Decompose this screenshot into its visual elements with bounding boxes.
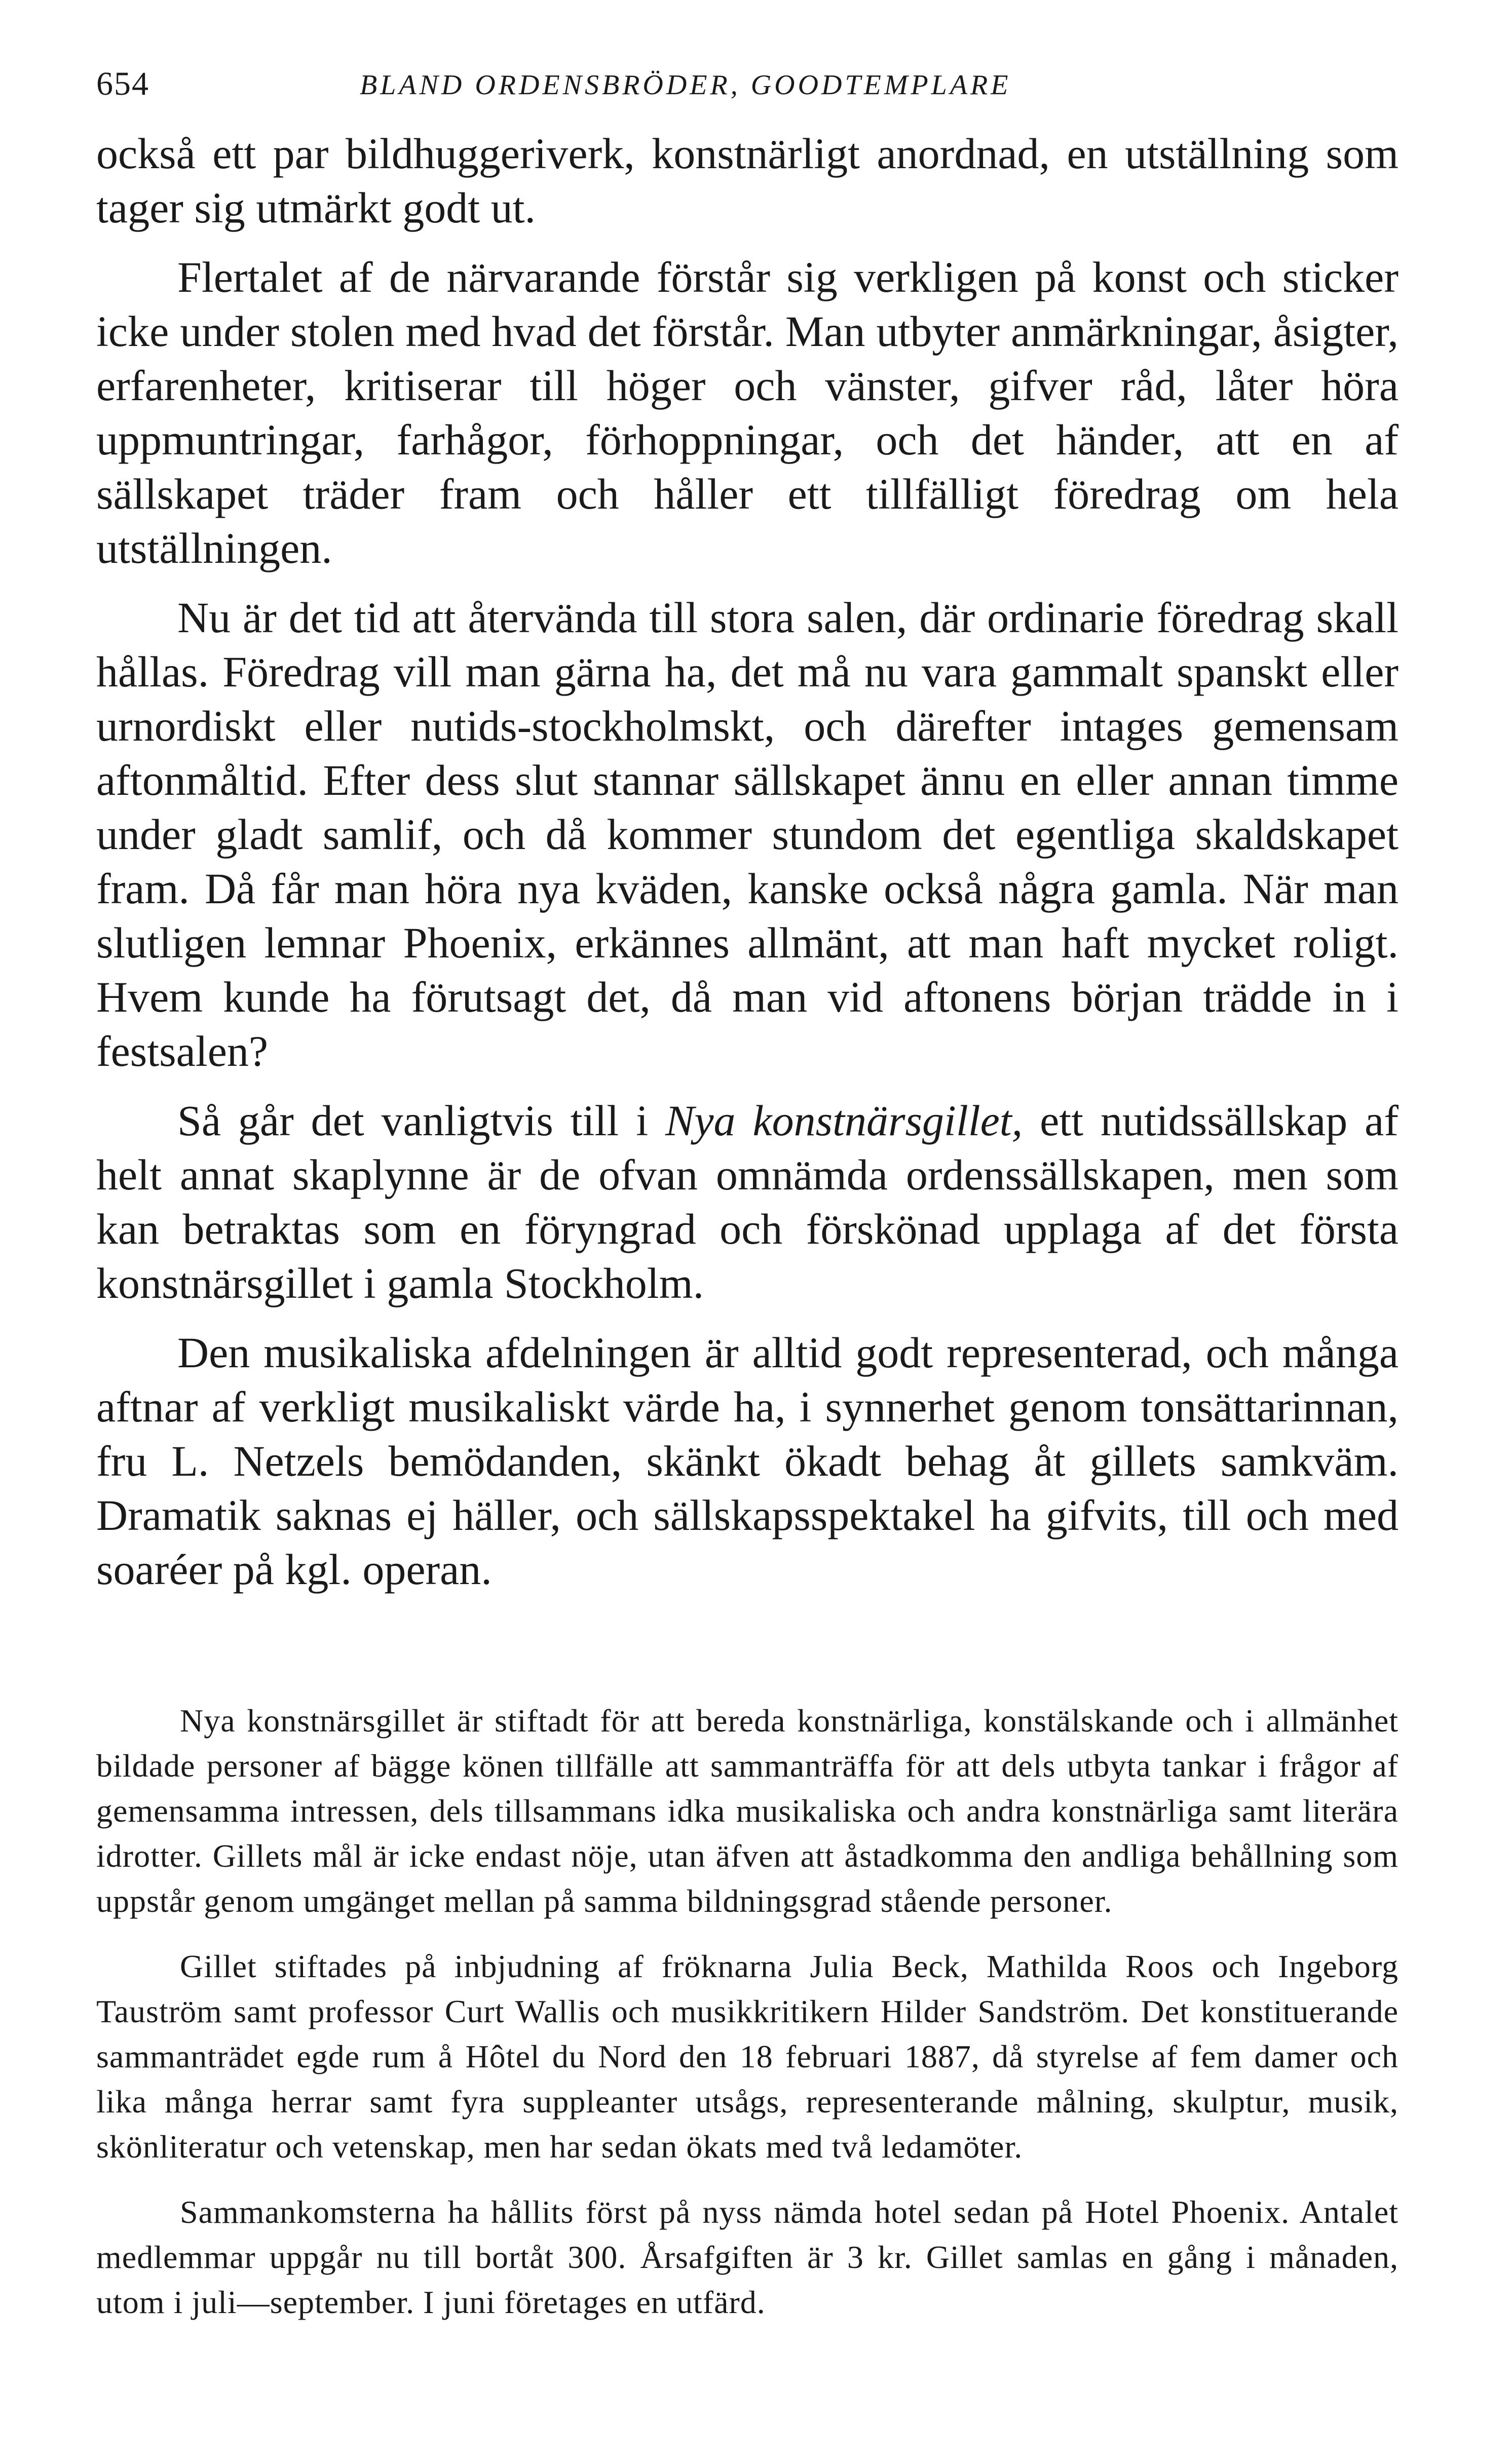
book-page <box>96 56 1398 2427</box>
running-head: BLAND ORDENSBRÖDER, GOODTEMPLARE <box>360 69 1011 101</box>
paragraph-text: Så går det vanligtvis till i <box>177 1096 666 1145</box>
paragraph-text: ett nutidssällskap af helt annat skaplynne är de ofvan omnämda ordenssällskapen, men som kan betraktas som en föryngrad och förskönad upplaga af det första konstnärsgillet i gamla Stockholm. <box>96 1096 1398 1307</box>
paragraph: Nu är det tid att återvända till stora salen, där ordinarie föredrag skall hållas. Föredrag vill man gärna ha, det må nu vara gammalt spanskt eller urnordiskt eller nutids-stockholmskt, och därefter intages gemensam aftonmåltid. Efter dess slut stannar sällskapet ännu en eller annan timme under gladt samlif, och då kommer stundom det egentliga skaldskapet fram. Då får man höra nya kväden, kanske också några gamla. När man slutligen lemnar Phoenix, erkännes allmänt, att man haft mycket roligt. Hvem kunde ha förutsagt det, då man vid aftonens början trädde in i festsalen? <box>96 593 1398 1075</box>
note-paragraph: Sammankomsterna ha hållits först på nyss nämda hotel sedan på Hotel Phoenix. Antalet medlemmar uppgår nu till bortåt 300. Årsafgiften är 3 kr. Gillet samlas en gång i månaden, utom i juli—september. I juni företages en utfärd. <box>96 2194 1398 2320</box>
notes-section <box>96 1698 1398 2325</box>
paragraph <box>96 1094 1398 1311</box>
main-text <box>96 127 1398 1597</box>
note-paragraph: Gillet stiftades på inbjudning af fröknarna Julia Beck, Mathilda Roos och Ingeborg Tauström samt professor Curt Wallis och musikkritikern Hilder Sandström. Det konstituerande sammanträdet egde rum å Hôtel du Nord den 18 februari 1887, då styrelse af fem damer och lika många herrar samt fyra suppleanter utsågs, representerande målning, skulptur, musik, skönliteratur och vetenskap, men har sedan ökats med två ledamöter. <box>96 1948 1398 2165</box>
note-paragraph: Nya konstnärsgillet är stiftadt för att bereda konstnärliga, konstälskande och i allmänhet bildade personer af bägge könen tillfälle att sammanträffa för att dels utbyta tankar i frågor af gemensamma intressen, dels tillsammans idka musikaliska och andra konstnärliga samt literära idrotter. Gillets mål är icke endast nöje, utan äfven att åstadkomma den andliga behållning som uppstår genom umgänget mellan på samma bildningsgrad stående personer. <box>96 1703 1398 1919</box>
paragraph: Flertalet af de närvarande förstår sig verkligen på konst och sticker icke under stolen med hvad det förstår. Man utbyter anmärkningar, åsigter, erfarenheter, kritiserar till höger och vänster, gifver råd, låter höra uppmuntringar, farhågor, förhoppningar, och det händer, att en af sällskapet träder fram och håller ett tillfälligt föredrag om hela utställningen. <box>96 253 1398 572</box>
paragraph: Den musikaliska afdelningen är alltid godt representerad, och många aftnar af verkligt musikaliskt värde ha, i synnerhet genom tonsättarinnan, fru L. Netzels bemödanden, skänkt ökadt behag åt gillets samkväm. Dramatik saknas ej häller, och sällskapsspektakel ha gifvits, till och med soaréer på kgl. operan. <box>96 1328 1398 1594</box>
page-header <box>96 56 1398 127</box>
page-number: 654 <box>96 65 149 102</box>
italic-society-name: Nya konstnärsgillet, <box>665 1096 1023 1145</box>
paragraph: också ett par bildhuggeriverk, konstnärligt anordnad, en utställning som tager sig utmärkt godt ut. <box>96 129 1398 232</box>
